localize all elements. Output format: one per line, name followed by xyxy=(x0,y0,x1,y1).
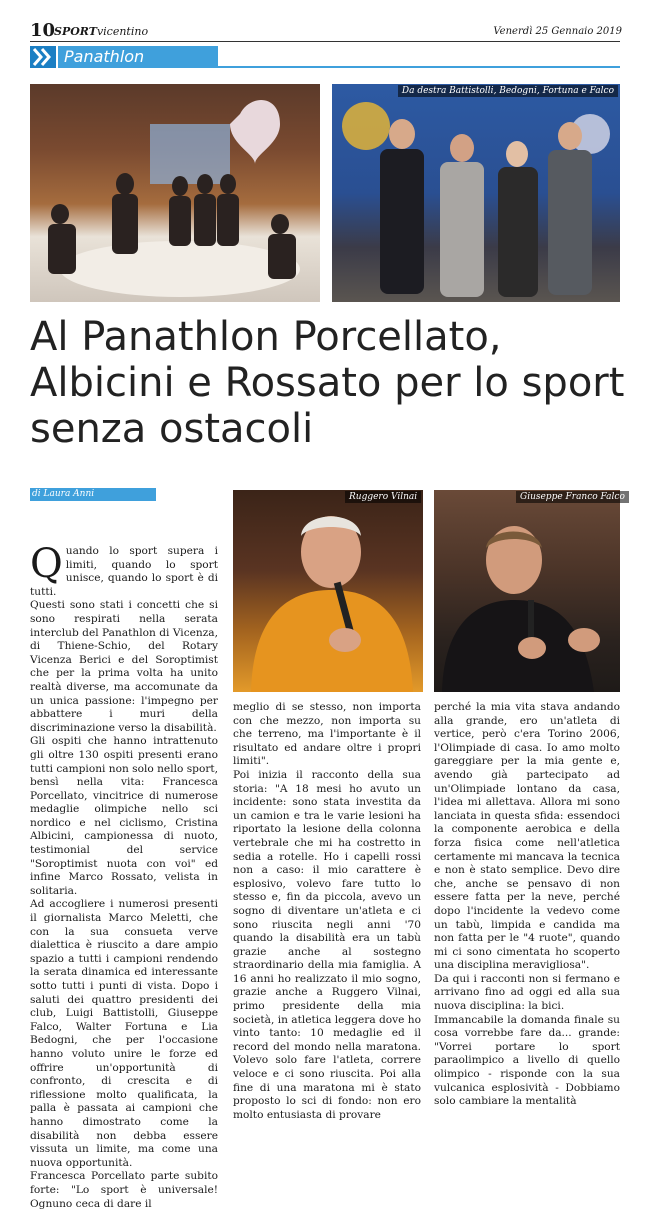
article-paragraph: Questi sono stati i concetti che si sono respirati nella serata interclub del Panathlon di Vicenza, di Thiene-Schio, del Rotary Vicenza Berici e del Soroptimist che per la prima volta ha unito realtà diverse, ma accomunate da un unica passione: l'impegno per abbattere i muri della discriminazione verso la disabilità. xyxy=(30,599,218,734)
issue-date: Venerdì 25 Gennaio 2019 xyxy=(493,26,622,37)
byline-prefix: di xyxy=(32,489,41,499)
article-paragraph: meglio di se stesso, non importa con che mezzo, non importa su che terreno, ma l'importante è il risultato ed andare oltre i propri limiti". xyxy=(233,701,421,768)
article-paragraph: Da qui i racconti non si fermano e arrivano fino ad oggi ed alla sua nuova disciplina: la bici. xyxy=(434,972,620,1013)
photo-giuseppe-falco xyxy=(434,490,620,692)
article-paragraph: Poi inizia il racconto della sua storia: "A 18 mesi ho avuto un incidente: sono stata investita da un camion e tra le varie lesioni ha riportato la lesione della colonna vertebrale che mi ha costretto in sedia a rotelle. Ho i capelli rossi non a caso: il mio carattere è esplosivo, volevo fare tutto lo stesso e, fin da piccola, avevo un sogno di diventare un'atleta e ci sono riuscita negli anni '70 quando la disabilità era un tabù grazie anche al sostegno straordinario della mia famiglia. A 16 anni ho realizzato il mio sogno, grazie anche a Ruggero Vilnai, primo presidente della mia società, in atletica leggera dove ho vinto tanto: 10 medaglie ed il record del mondo nella maratona. Volevo solo fare l'atleta, correre veloce e ci sono riuscita. Poi alla fine di una maratona mi è stato proposto lo sci di fondo: non ero molto entusiasta di provare xyxy=(233,768,422,1121)
article-column-3 xyxy=(434,701,620,1109)
byline-author: Laura Anni xyxy=(43,489,95,499)
masthead-logo xyxy=(54,24,148,38)
logo-rest: vicentino xyxy=(96,25,149,38)
article-paragraph: perché la mia vita stava andando alla grande, ero un'atleta di vertice, però c'era Torino 2006, l'Olimpiade di casa. Io amo molto gareggiare per la mia gente e, avendo già partecipato ad un'Olimpiade lontano da casa, l'idea mi allettava. Allora mi sono lanciata in questa sfida: essendoci la componente aerobica e della forza fisica come nell'atletica certamente mi mancava la tecnica e non è stato semplice. Devo dire che, anche se pensavo di non essere fatta per la neve, perché dopo l'incidente la vedevo come un tabù, limpida e candida ma non fatta per le "4 ruote", quando mi ci sono cimentata ho scoperto una disciplina meravigliosa". xyxy=(434,701,620,972)
byline xyxy=(30,488,156,501)
article-paragraph: Gli ospiti che hanno intrattenuto gli oltre 130 ospiti presenti erano tutti campioni non solo nello sport, bensì nella vita: Francesca Porcellato, vincitrice di numerose medaglie olimpiche nello sci nordico e nel ciclismo, Cristina Albicini, campionessa di nuoto, testimonial del service "Soroptimist nuota con voi" ed infine Marco Rossato, velista in solitaria. xyxy=(30,735,219,897)
photo-caption-presidents: Da destra Battistolli, Bedogni, Fortuna e Falco xyxy=(398,85,618,97)
article-paragraph: Immancabile la domanda finale su cosa vorrebbe fare da... grande: "Vorrei portare lo sport paraolimpico a livello di quello olimpico - risponde con la sua vulcanica esplosività - Dobbiamo solo cambiare la mentalità xyxy=(434,1013,620,1108)
article-paragraph: Ad accogliere i numerosi presenti il giornalista Marco Meletti, che con la sua consueta verve dialettica è riuscito a dare ampio spazio a tutti i campioni rendendo la serata dinamica ed interessante sotto tutti i punti di vista. Dopo i saluti dei quattro presidenti dei club, Luigi Battistolli, Giuseppe Falco, Walter Fortuna e Lia Bedogni, che per l'occasione hanno voluto unire le forze ed offrire un'opportunità di confronto, di crescita e di riflessione molto qualificata, la palla è passata ai campioni che hanno dimostrato come la disabilità non debba essere vissuta un limite, ma come una nuova opportunità. xyxy=(30,898,218,1169)
photo-ruggero-vilnai xyxy=(233,490,423,692)
drop-cap: Q xyxy=(30,541,63,587)
photo-dinner-room xyxy=(30,84,320,302)
article-headline: Al Panathlon Porcellato, Albicini e Rossato per lo sport senza ostacoli xyxy=(30,314,625,452)
section-label: Panathlon xyxy=(58,46,218,68)
article-column-2 xyxy=(233,701,421,1122)
article-paragraph: Francesca Porcellato parte subito forte: "Lo sport è universale! Ognuno ceca di dare il xyxy=(30,1170,218,1210)
article-paragraph: Quando lo sport supera i limiti, quando lo sport unisce, quando lo sport è di tutti. xyxy=(30,541,218,598)
header-rule xyxy=(30,41,620,42)
logo-bold: SPORT xyxy=(54,25,97,38)
section-arrows-icon xyxy=(30,46,56,68)
page-number: 10 xyxy=(30,20,56,41)
photo-caption-falco: Giuseppe Franco Falco xyxy=(516,491,629,503)
photo-four-presidents xyxy=(332,84,620,302)
article-column-1 xyxy=(30,541,219,1211)
photo-caption-vilnai: Ruggero Vilnai xyxy=(345,491,421,503)
section-underline xyxy=(218,66,620,68)
